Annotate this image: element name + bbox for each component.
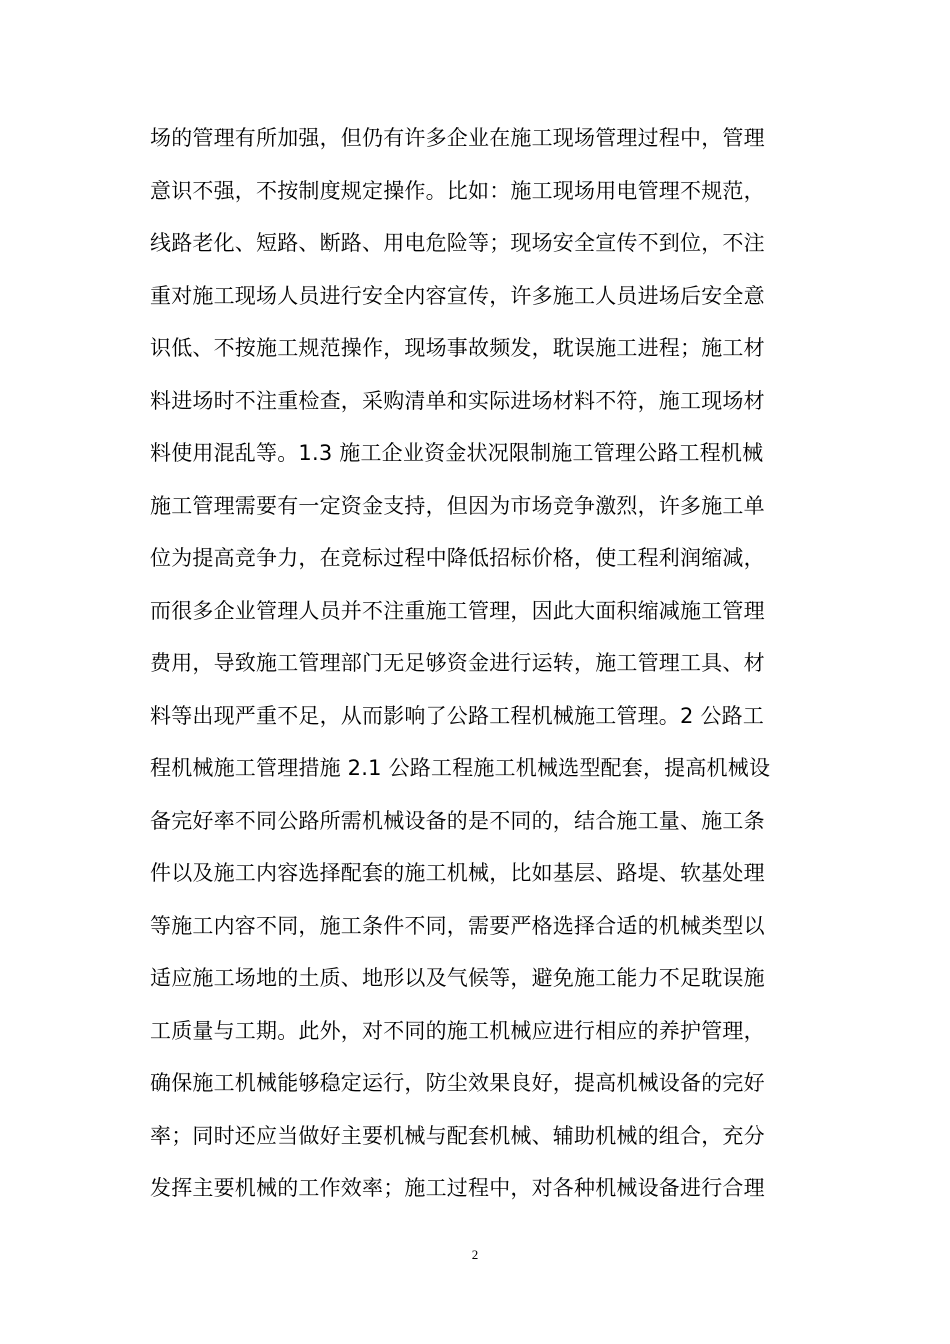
text-line: 料使用混乱等。1.3 施工企业资金状况限制施工管理公路工程机械: [150, 441, 764, 465]
text-line: 等施工内容不同，施工条件不同，需要严格选择合适的机械类型以: [150, 913, 765, 938]
text-line: 确保施工机械能够稳定运行，防尘效果良好，提高机械设备的完好: [150, 1071, 765, 1095]
body-text: [150, 114, 810, 1217]
text-line: 重对施工现场人员进行安全内容宣传，许多施工人员进场后安全意: [150, 283, 765, 308]
page-number: 2: [471, 1247, 479, 1262]
text-line: 料进场时不注重检查，采购清单和实际进场材料不符，施工现场材: [150, 388, 765, 413]
text-line: 识低、不按施工规范操作，现场事故频发，耽误施工进程；施工材: [150, 336, 765, 360]
text-line: 率；同时还应当做好主要机械与配套机械、辅助机械的组合，充分: [150, 1123, 765, 1148]
text-line: 而很多企业管理人员并不注重施工管理，因此大面积缩减施工管理: [150, 598, 765, 623]
text-line: 场的管理有所加强，但仍有许多企业在施工现场管理过程中，管理: [150, 126, 765, 150]
text-line: 程机械施工管理措施 2.1 公路工程施工机械选型配套，提高机械设: [150, 756, 771, 780]
text-line: 工质量与工期。此外，对不同的施工机械应进行相应的养护管理，: [150, 1018, 765, 1043]
text-line: 施工管理需要有一定资金支持，但因为市场竞争激烈，许多施工单: [150, 493, 765, 518]
text-line: 件以及施工内容选择配套的施工机械，比如基层、路堤、软基处理: [150, 861, 765, 885]
text-line: 意识不强，不按制度规定操作。比如：施工现场用电管理不规范，: [150, 178, 765, 203]
text-line: 发挥主要机械的工作效率；施工过程中，对各种机械设备进行合理: [150, 1176, 765, 1200]
text-line: 料等出现严重不足，从而影响了公路工程机械施工管理。2 公路工: [150, 703, 765, 728]
text-line: 线路老化、短路、断路、用电危险等；现场安全宣传不到位，不注: [150, 231, 765, 255]
text-line: 备完好率不同公路所需机械设备的是不同的，结合施工量、施工条: [150, 808, 765, 833]
text-line: 适应施工场地的土质、地形以及气候等，避免施工能力不足耽误施: [150, 966, 765, 990]
text-line: 费用，导致施工管理部门无足够资金进行运转，施工管理工具、材: [150, 651, 765, 675]
text-line: 位为提高竞争力，在竞标过程中降低招标价格，使工程利润缩减，: [150, 546, 765, 570]
